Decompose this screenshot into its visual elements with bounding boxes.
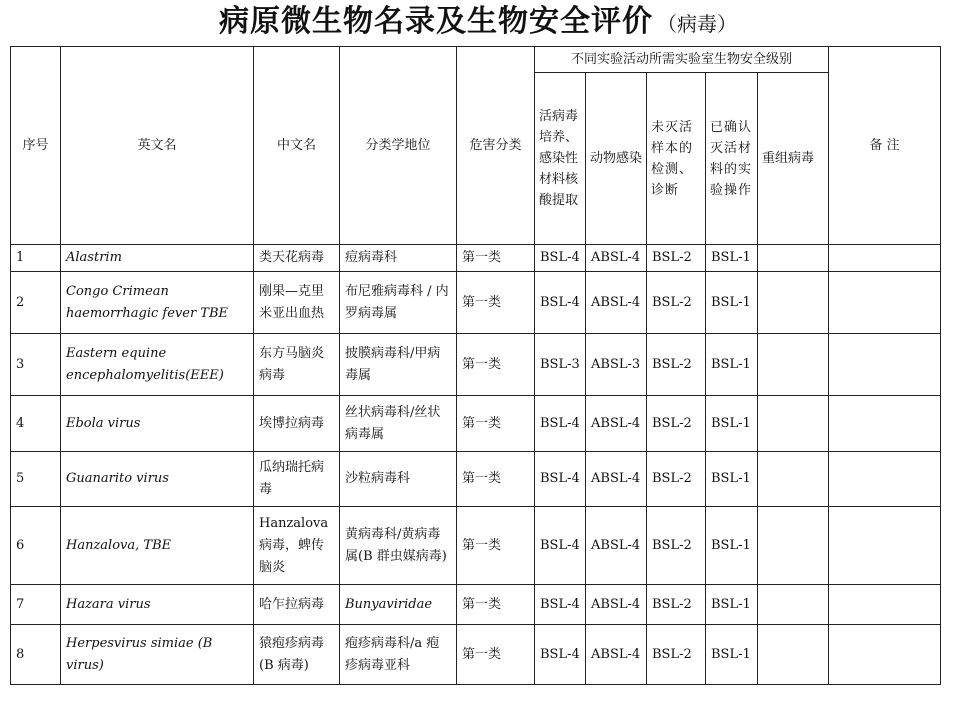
header-remarks: 备 注 [829, 47, 941, 245]
cell-taxonomy: Bunyaviridae [340, 585, 457, 625]
cell-activity-recombinant [758, 334, 829, 396]
header-chinese-name: 中文名 [254, 47, 340, 245]
cell-activity-diagnosis: BSL-2 [647, 334, 706, 396]
cell-remarks [829, 625, 941, 685]
cell-activity-recombinant [758, 452, 829, 507]
cell-activity-culture: BSL-4 [535, 625, 586, 685]
header-hazard-class: 危害分类 [457, 47, 535, 245]
cell-index: 3 [11, 334, 61, 396]
cell-remarks [829, 585, 941, 625]
cell-hazard: 第一类 [457, 396, 535, 452]
cell-activity-diagnosis: BSL-2 [647, 272, 706, 334]
cell-activity-culture: BSL-3 [535, 334, 586, 396]
cell-activity-animal: ABSL-4 [586, 452, 647, 507]
cell-chinese-name: 瓜纳瑞托病毒 [254, 452, 340, 507]
cell-taxonomy: 沙粒病毒科 [340, 452, 457, 507]
cell-taxonomy: 丝状病毒科/丝状病毒属 [340, 396, 457, 452]
cell-activity-culture: BSL-4 [535, 507, 586, 585]
cell-activity-inactivated: BSL-1 [706, 507, 758, 585]
cell-chinese-name: 埃博拉病毒 [254, 396, 340, 452]
page-subtitle: （病毒） [657, 12, 737, 36]
cell-chinese-name: 类天花病毒 [254, 245, 340, 272]
cell-activity-animal: ABSL-4 [586, 396, 647, 452]
header-activity-inactivated: 已确认灭活材料的实验操作 [706, 73, 758, 245]
cell-activity-diagnosis: BSL-2 [647, 245, 706, 272]
document-title [0, 0, 956, 46]
table-row [11, 334, 941, 396]
cell-activity-culture: BSL-4 [535, 272, 586, 334]
cell-activity-recombinant [758, 507, 829, 585]
cell-chinese-name: Hanzalova病毒，蜱传脑炎 [254, 507, 340, 585]
cell-index: 8 [11, 625, 61, 685]
cell-remarks [829, 396, 941, 452]
cell-english-name: Ebola virus [61, 396, 254, 452]
table-row [11, 272, 941, 334]
cell-activity-inactivated: BSL-1 [706, 272, 758, 334]
cell-index: 1 [11, 245, 61, 272]
cell-activity-inactivated: BSL-1 [706, 585, 758, 625]
table-row [11, 507, 941, 585]
cell-remarks [829, 334, 941, 396]
cell-index: 6 [11, 507, 61, 585]
cell-activity-recombinant [758, 585, 829, 625]
cell-activity-diagnosis: BSL-2 [647, 507, 706, 585]
cell-activity-animal: ABSL-3 [586, 334, 647, 396]
cell-activity-animal: ABSL-4 [586, 625, 647, 685]
cell-activity-diagnosis: BSL-2 [647, 452, 706, 507]
cell-activity-animal: ABSL-4 [586, 245, 647, 272]
cell-activity-inactivated: BSL-1 [706, 452, 758, 507]
cell-activity-culture: BSL-4 [535, 585, 586, 625]
header-activity-diagnosis: 未灭活样本的检测、诊断 [647, 73, 706, 245]
cell-activity-inactivated: BSL-1 [706, 625, 758, 685]
header-index: 序号 [11, 47, 61, 245]
cell-english-name: Guanarito virus [61, 452, 254, 507]
cell-hazard: 第一类 [457, 585, 535, 625]
cell-activity-diagnosis: BSL-2 [647, 396, 706, 452]
cell-chinese-name: 刚果—克里米亚出血热 [254, 272, 340, 334]
cell-activity-inactivated: BSL-1 [706, 396, 758, 452]
cell-index: 5 [11, 452, 61, 507]
cell-english-name: Herpesvirus simiae (B virus) [61, 625, 254, 685]
cell-english-name: Hanzalova, TBE [61, 507, 254, 585]
table-row [11, 625, 941, 685]
header-english-name: 英文名 [61, 47, 254, 245]
cell-hazard: 第一类 [457, 245, 535, 272]
cell-activity-culture: BSL-4 [535, 396, 586, 452]
cell-english-name: Hazara virus [61, 585, 254, 625]
cell-activity-culture: BSL-4 [535, 245, 586, 272]
cell-activity-animal: ABSL-4 [586, 272, 647, 334]
header-activity-animal: 动物感染 [586, 73, 647, 245]
cell-taxonomy: 疱疹病毒科/a 疱疹病毒亚科 [340, 625, 457, 685]
cell-chinese-name: 猿疱疹病毒(B 病毒) [254, 625, 340, 685]
cell-activity-recombinant [758, 272, 829, 334]
cell-remarks [829, 245, 941, 272]
cell-taxonomy: 布尼雅病毒科 / 内罗病毒属 [340, 272, 457, 334]
cell-english-name: Alastrim [61, 245, 254, 272]
cell-remarks [829, 452, 941, 507]
header-row-group [11, 47, 941, 73]
cell-activity-recombinant [758, 396, 829, 452]
header-lab-level-group: 不同实验活动所需实验室生物安全级别 [535, 47, 829, 73]
cell-hazard: 第一类 [457, 452, 535, 507]
cell-hazard: 第一类 [457, 272, 535, 334]
cell-english-name: Eastern equine encephalomyelitis(EEE) [61, 334, 254, 396]
cell-taxonomy: 披膜病毒科/甲病毒属 [340, 334, 457, 396]
cell-index: 7 [11, 585, 61, 625]
header-activity-culture: 活病毒培养、感染性材料核酸提取 [535, 73, 586, 245]
cell-hazard: 第一类 [457, 507, 535, 585]
table-row [11, 245, 941, 272]
table-row [11, 396, 941, 452]
cell-activity-diagnosis: BSL-2 [647, 585, 706, 625]
cell-activity-culture: BSL-4 [535, 452, 586, 507]
cell-activity-diagnosis: BSL-2 [647, 625, 706, 685]
cell-remarks [829, 272, 941, 334]
cell-activity-animal: ABSL-4 [586, 507, 647, 585]
cell-activity-recombinant [758, 625, 829, 685]
cell-chinese-name: 东方马脑炎病毒 [254, 334, 340, 396]
cell-activity-animal: ABSL-4 [586, 585, 647, 625]
cell-taxonomy: 黄病毒科/黄病毒属(B 群虫媒病毒) [340, 507, 457, 585]
cell-index: 4 [11, 396, 61, 452]
cell-activity-recombinant [758, 245, 829, 272]
cell-hazard: 第一类 [457, 625, 535, 685]
cell-chinese-name: 哈乍拉病毒 [254, 585, 340, 625]
cell-hazard: 第一类 [457, 334, 535, 396]
cell-remarks [829, 507, 941, 585]
cell-taxonomy: 痘病毒科 [340, 245, 457, 272]
cell-activity-inactivated: BSL-1 [706, 334, 758, 396]
header-activity-recombinant: 重组病毒 [758, 73, 829, 245]
table-row [11, 452, 941, 507]
pathogen-table [10, 46, 941, 685]
cell-activity-inactivated: BSL-1 [706, 245, 758, 272]
page-title: 病原微生物名录及生物安全评价 [219, 4, 653, 39]
table-row [11, 585, 941, 625]
header-taxonomy: 分类学地位 [340, 47, 457, 245]
cell-index: 2 [11, 272, 61, 334]
cell-english-name: Congo Crimean haemorrhagic fever TBE [61, 272, 254, 334]
